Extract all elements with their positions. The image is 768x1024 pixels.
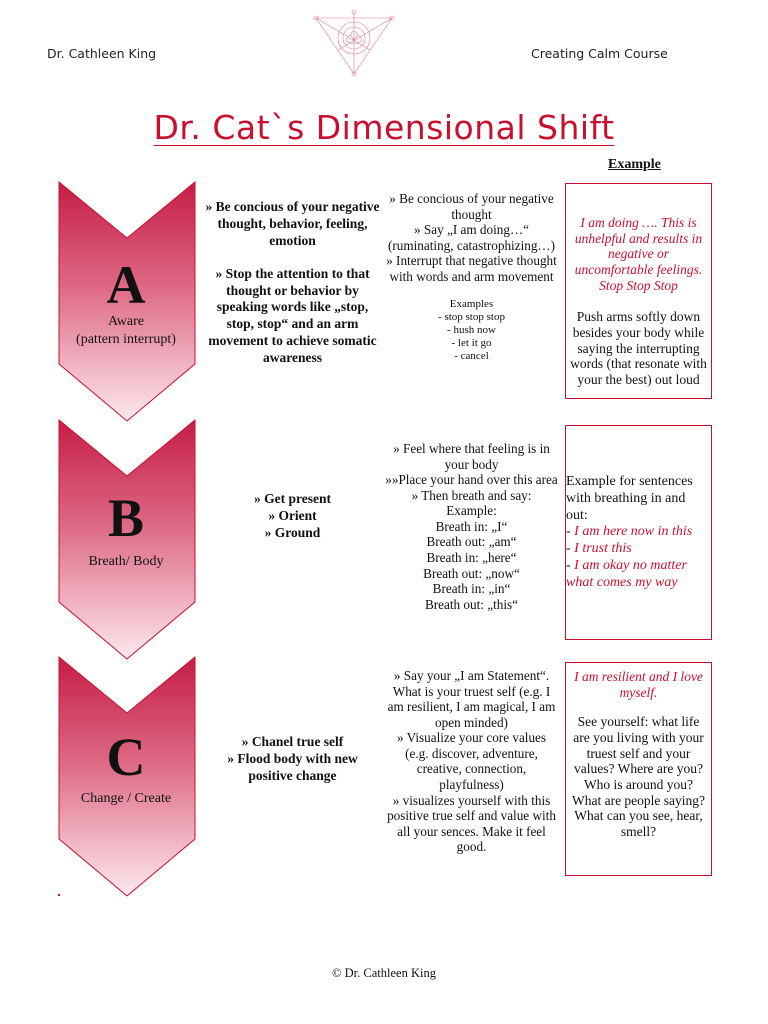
- step-b-actions: » Get present » Orient » Ground: [254, 491, 331, 540]
- example-column-heading: Example: [608, 157, 661, 172]
- step-a-letter: A: [106, 255, 146, 315]
- step-c-label: Change / Create: [80, 791, 172, 806]
- step-b-label: Breath/ Body: [88, 554, 164, 569]
- step-c-details: » Say your „I am Statement“. What is your truest self (e.g. I am resilient, I am magical, I am open minded) » Visualize your core values (e.g. discover, adventure, creative, connection, playfulness) » visualizes yourself with this positive true self and value with all your sences. Make it feel good.: [387, 668, 556, 855]
- step-a-examples: Examples - stop stop stop - hush now - let it go - cancel: [438, 298, 505, 362]
- step-b-letter: B: [107, 488, 145, 548]
- page-title: Dr. Cat`s Dimensional Shift: [153, 108, 615, 147]
- step-b-example-box: Example for sentences with breathing in and out: - I am here now in this - I trust this - I am okay no matter what comes my way: [565, 425, 712, 640]
- header-course: Creating Calm Course: [531, 46, 668, 61]
- step-a-label: Aware (pattern interrupt): [76, 314, 176, 347]
- step-b-details: » Feel where that feeling is in your body »»Place your hand over this area » Then breath and say: Example: Breath in: „I“ Breath out: „am“ Breath in: „here“ Breath out: „now“ Breath in: „in“ Breath out: „this“: [385, 441, 558, 612]
- step-a-example-box: I am doing …. This is unhelpful and results in negative or uncomfortable feelings. Stop Stop Stop Push arms softly down besides your body while saying the interrupting words (that resonate with your the best) out loud: [565, 183, 712, 399]
- header-author: Dr. Cathleen King: [47, 46, 157, 61]
- step-c-letter: C: [106, 727, 146, 787]
- step-c-example-box: I am resilient and I love myself. See yourself: what life are you living with your truest self and your values? Where are you? Who is around you? What are people saying? What can you see, hear, smell?: [565, 662, 712, 876]
- sacred-geometry-lotus-icon: [312, 8, 396, 78]
- step-c-actions: » Chanel true self » Flood body with new positive change: [227, 734, 358, 783]
- footer-copyright: © Dr. Cathleen King: [332, 966, 436, 980]
- step-a-actions: » Be concious of your negative thought, behavior, feeling, emotion » Stop the attention to that thought or behavior by speaking words like „stop, stop, stop“ and an arm movement to achieve somatic awareness: [205, 199, 380, 365]
- step-a-details: » Be concious of your negative thought » Say „I am doing…“ (ruminating, catastrophizing…) » Interrupt that negative thought with words and arm movement Examples - stop stop stop - hush now - let it go - cancel: [384, 191, 559, 363]
- stray-red-mark: [58, 894, 60, 896]
